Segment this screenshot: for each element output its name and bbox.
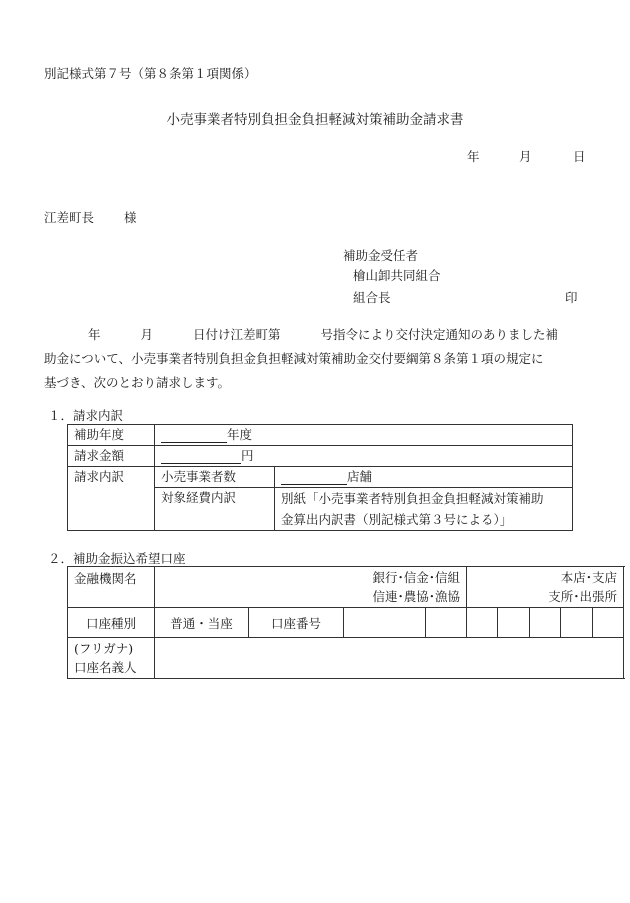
bank-types-line-2: 信連･農協･漁協 [372,589,461,604]
stores-field[interactable] [275,467,573,488]
stores-suffix: 店舗 [347,469,373,484]
bank-account-table [67,566,624,679]
account-digit-4[interactable] [498,608,530,638]
amount-field[interactable] [155,446,573,467]
account-number-label: 口座番号 [249,608,344,638]
form-number: 別記様式第７号（第８条第１項関係） [44,66,257,81]
applicant-label: 補助金受任者 [343,248,419,263]
account-holder-label [68,638,155,679]
document-title: 小売事業者特別負担金負担軽減対策補助金請求書 [166,112,464,128]
stores-label: 小売事業者数 [155,467,275,488]
addressee-name: 江差町長 [44,210,95,225]
expenses-description [275,488,573,531]
paragraph-year: 年 [88,327,101,342]
account-type-label: 口座種別 [68,608,155,638]
account-digit-7[interactable] [593,608,624,638]
paragraph-line-2: 助金について、小売事業者特別負担金負担軽減対策補助金交付要綱第８条第１項の規定に [44,351,544,366]
paragraph-line-1 [44,323,584,347]
addressee-honorific: 様 [124,210,137,225]
request-paragraph [44,323,584,395]
paragraph-line-3: 基づき、次のとおり請求します。 [44,375,231,390]
branch-name-field[interactable] [467,567,624,608]
account-digit-1[interactable] [344,608,426,638]
date-year-label: 年 [467,149,480,164]
account-digit-6[interactable] [561,608,593,638]
fiscal-year-field[interactable] [155,425,573,446]
branch-types-line-2: 支所･出張所 [548,589,618,604]
breakdown-label: 請求内訳 [68,467,155,531]
account-holder-field[interactable] [155,638,624,679]
applicant-organization: 檜山卸共同組合 [353,268,441,283]
paragraph-day-prefix: 日付け江差町第 [193,327,281,342]
date-month-label: 月 [519,149,532,164]
account-digit-2[interactable] [426,608,467,638]
expenses-line-1: 別紙「小売事業者特別負担金負担軽減対策補助 [281,491,544,506]
date-day-label: 日 [573,149,586,164]
account-digit-3[interactable] [467,608,498,638]
holder-label: 口座名義人 [74,660,137,675]
fiscal-year-label: 補助年度 [68,425,155,446]
fiscal-year-suffix: 年度 [227,427,253,442]
account-type-options[interactable]: 普通・当座 [155,608,249,638]
amount-label: 請求金額 [68,446,155,467]
request-breakdown-table [67,424,573,531]
section2-heading: ２．補助金振込希望口座 [48,551,186,566]
bank-types-line-1: 銀行･信金･信組 [372,570,461,585]
seal-mark: 印 [565,290,578,305]
applicant-representative: 組合長 [353,290,391,305]
bank-name-field[interactable] [155,567,467,608]
kana-label: (フリガナ) [74,641,134,656]
expenses-line-2: 金算出内訳書（別記様式第３号による）」 [281,512,513,527]
paragraph-month: 月 [140,327,154,342]
amount-suffix: 円 [241,448,254,463]
bank-name-label: 金融機関名 [68,567,155,608]
branch-types-line-1: 本店･支店 [560,570,618,585]
account-digit-5[interactable] [530,608,561,638]
expenses-label: 対象経費内訳 [155,488,275,531]
paragraph-line-1-rest: 号指令により交付決定通知のありました補 [320,327,559,342]
section1-heading: １．請求内訳 [48,408,124,423]
